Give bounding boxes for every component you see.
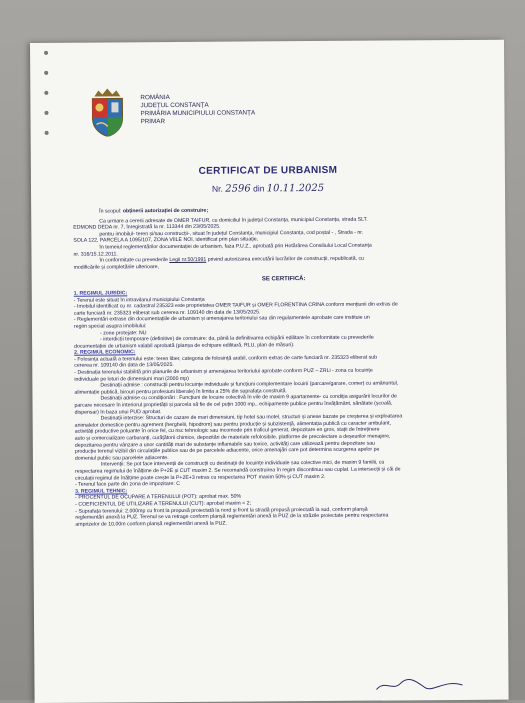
law-line-2: modificările și completările ulterioare, [73, 263, 159, 271]
economic-line: respectarea regimului de înălțime de P+2E și CUT maxim 2. Se recomandă construirea în regim discontinuu sau cuplat. La intersecții și căi de [74, 466, 401, 475]
juridic-line: - Reglementări extrase din documentațiile de urbanism și amenajarea teritoriului sau din regulamentele aprobate care instituie un [73, 314, 370, 324]
economic-line: cererea nr. 109140 din data de 13/05/2025. [74, 362, 174, 370]
economic-line: - Folosința actuală a terenului este: teren liber, categoria de folosință arabil, conform extras de carte funciară nr. 235323 eliberat sub [74, 354, 378, 363]
tehnic-line: - COEFICIENTUL DE UTILIZARE A TERENULUI (CUT): aprobat maxim = 2; [75, 500, 251, 508]
juridic-line: carte funciară nr. 235323 eliberat sub cererea nr. 109140 din data de 13/05/2025. [73, 309, 261, 317]
economic-line: parcare necesare în interiorul proprietății și parcela să fie de cel puțin 1000 mp., echipamente publice pentru învățământ, sănătate (școală, [74, 400, 393, 409]
economic-line: producție terenul vizibil din circulațiile publice sau de pe parcelele adiacente, orice amenajări care pot determina scurgerea apelor pe [74, 446, 380, 455]
binding-holes [38, 47, 57, 142]
section-economic-lines [74, 354, 495, 489]
regulations-line-1: în temeiul reglementărilor documentației de urbanism, faza P.U.Z., aprobată prin Hotărârea Consiliului Local Constanța [99, 242, 372, 251]
juridic-line: - interdicții temporare (definitive) de construire: da, până la definitivarea echipării edilitare în conformitate cu prevederile [100, 334, 374, 343]
economic-line: Destinații admise cu condiționări : Funcțiuni de locuire colectivă în vile de maxim 9 apartamente- cu condiția asigurării locurilor de [100, 393, 397, 402]
nr-handwritten: 2596 [225, 183, 251, 195]
scope-line: În scopul: obținerii autorizației de construire; [99, 207, 209, 215]
section-economic-heading: 2. REGIMUL ECONOMIC: [74, 349, 136, 356]
handwritten-mark-icon [374, 677, 464, 694]
section-tehnic-lines [75, 492, 495, 528]
economic-line: auto și comercializare carburanți, curățătorii chimice, depozitări de materiale refolosibile, platforme de precolectare a deșeurilor menajere, [74, 433, 391, 442]
din-label: din [253, 183, 265, 194]
tehnic-line: - Suprafața terenului: 2.000mp cu front la propusă proiectată la nord și front la stradă propusă proiectată la sud, conform planșă [75, 506, 368, 515]
economic-line: Intervenții: Se pot face intervenții de construcții cu destinații de locuințe individuale sau colective mici, de maxim 9 familii, cu [100, 459, 385, 468]
tehnic-line: reglementări anexă la PUZ. Terenul se va retrage conform planșă reglementări anexă la PUZ de la străzile proiectate pentru respectarea [75, 512, 389, 521]
header-line-mayor: PRIMAR [140, 118, 166, 126]
request-line-1: Ca urmare a cererii adresate de OMER TAIFUR, cu domiciliul în județul Constanța, municipiul Constanța, strada SLT. [99, 216, 368, 225]
economic-line: domeniul public sau parcelele adiacente. [74, 454, 169, 462]
law-link[interactable]: Legii nr.50/1991 [169, 256, 207, 264]
issuer-header [140, 93, 255, 126]
section-juridic-lines [74, 294, 494, 350]
header-line-city-hall: PRIMĂRIA MUNICIPIULUI CONSTANȚA [140, 109, 256, 118]
tehnic-line: - PROCENTUL DE OCUPARE A TERENULUI (POT): aprobat max. 50% [75, 493, 242, 502]
property-line-1: pentru imobilul- teren și/sau construcții-, situat în județul Constanța, municipiul Constanța, cod poștal - , Strada - nr. [99, 229, 364, 238]
economic-line: - Destinația terenului stabilită prin planurile de urbanism și amenajarea teritoriului aprobate conform PUZ – ZRLi - zona cu locuințe [74, 367, 373, 376]
economic-line: - Terenul face parte din zona de impozitare: C [75, 481, 180, 488]
economic-line: activități productive poluante în orice fel, cu risc tehnologic sau incomode prin traficul generat, depozitare en gros, stații de întreținere [74, 426, 380, 436]
document-body [73, 206, 495, 528]
section-juridic-heading: 1. REGIMUL JURIDIC: [73, 290, 128, 297]
date-handwritten: 10.11.2025 [266, 182, 325, 195]
document-title: CERTIFICAT DE URBANISM [198, 164, 338, 177]
regulations-line-2: nr. 316/15.12.2011. [73, 250, 118, 258]
nr-label: Nr. [211, 183, 223, 194]
juridic-line: documentației de urbanism valabil aprobată (planșa de echipare edilitară, RLU, plan de măsuri). [74, 341, 295, 350]
economic-line: Destinații admise : construcții pentru locuințe individuale și funcțiuni complementare locuirii (parcare/garare, comerț cu amănuntul, [100, 380, 399, 389]
header-line-county: JUDEȚUL CONSTANȚA [140, 101, 209, 110]
certifies-heading: SE CERTIFICĂ: [261, 276, 306, 283]
constanta-coat-of-arms-icon [88, 88, 126, 136]
juridic-line: regim special asupra imobilului: [73, 323, 147, 330]
section-tehnic-heading: 3. REGIMUL TEHNIC: [75, 488, 128, 495]
tehnic-line: amprizelor de 10,00m conform planșă reglementări anexă la PUZ. [75, 520, 228, 528]
property-line-2: SOLA 122, PARCELA A 1095/107, ZONA VIILE NOI, identificat prin plan situație, [73, 236, 259, 245]
economic-line: alimentație publică, birouri pentru profesiuni liberale) în limita a 25% din suprafața construită. [74, 388, 287, 396]
economic-line: Destinații interzise: Structuri de cazare de mari dimensiuni, tip hotel sau motel, structuri și anexe bazate pe creșterea și exploatarea [100, 413, 403, 422]
certificate-number-line [31, 182, 505, 196]
juridic-line: - zone protejate: NU [100, 329, 147, 337]
economic-line: depozitarea pentru vânzare a unor cantități mari de substanțe inflamabile sau toxice, activități care utilizează pentru depozitare sau [74, 440, 376, 449]
document-page [30, 40, 509, 703]
header-line-country: ROMÂNIA [140, 94, 170, 102]
law-line: în conformitate cu prevederile Legii nr.50/1991 privind autorizarea executării lucrărilor de construcții, republicată, cu [99, 255, 364, 264]
economic-line: dispensar) în baza unui PUD aprobat. [74, 408, 162, 416]
juridic-line: - Imobilul identificat cu nr. cadastral 235323 este proprietatea OMER TAIFUR și OMER FLORENTINA CRINA conform mențiunii din extras de [73, 301, 398, 310]
economic-line: animalelor domestice pentru agrement (herghelii, hipodrom) sau pentru producție și subzistență, alimentația publică cu caracter ambulant, [74, 420, 392, 429]
economic-line: individuale pe loturi de dimensiuni mari (2000 mp) [74, 375, 189, 383]
economic-line: circulații regimul de înălțime poate crește la P+2E+3 retras cu respectarea POT maxim 50% și CUT maxim 2. [75, 473, 326, 482]
request-line-2: EDMOND DEDA nr. 7, înregistrată la nr. 113344 din 23/05/2025. [73, 223, 221, 231]
juridic-line: - Terenul este situat în intravilanul municipiului Constanța [73, 296, 205, 304]
